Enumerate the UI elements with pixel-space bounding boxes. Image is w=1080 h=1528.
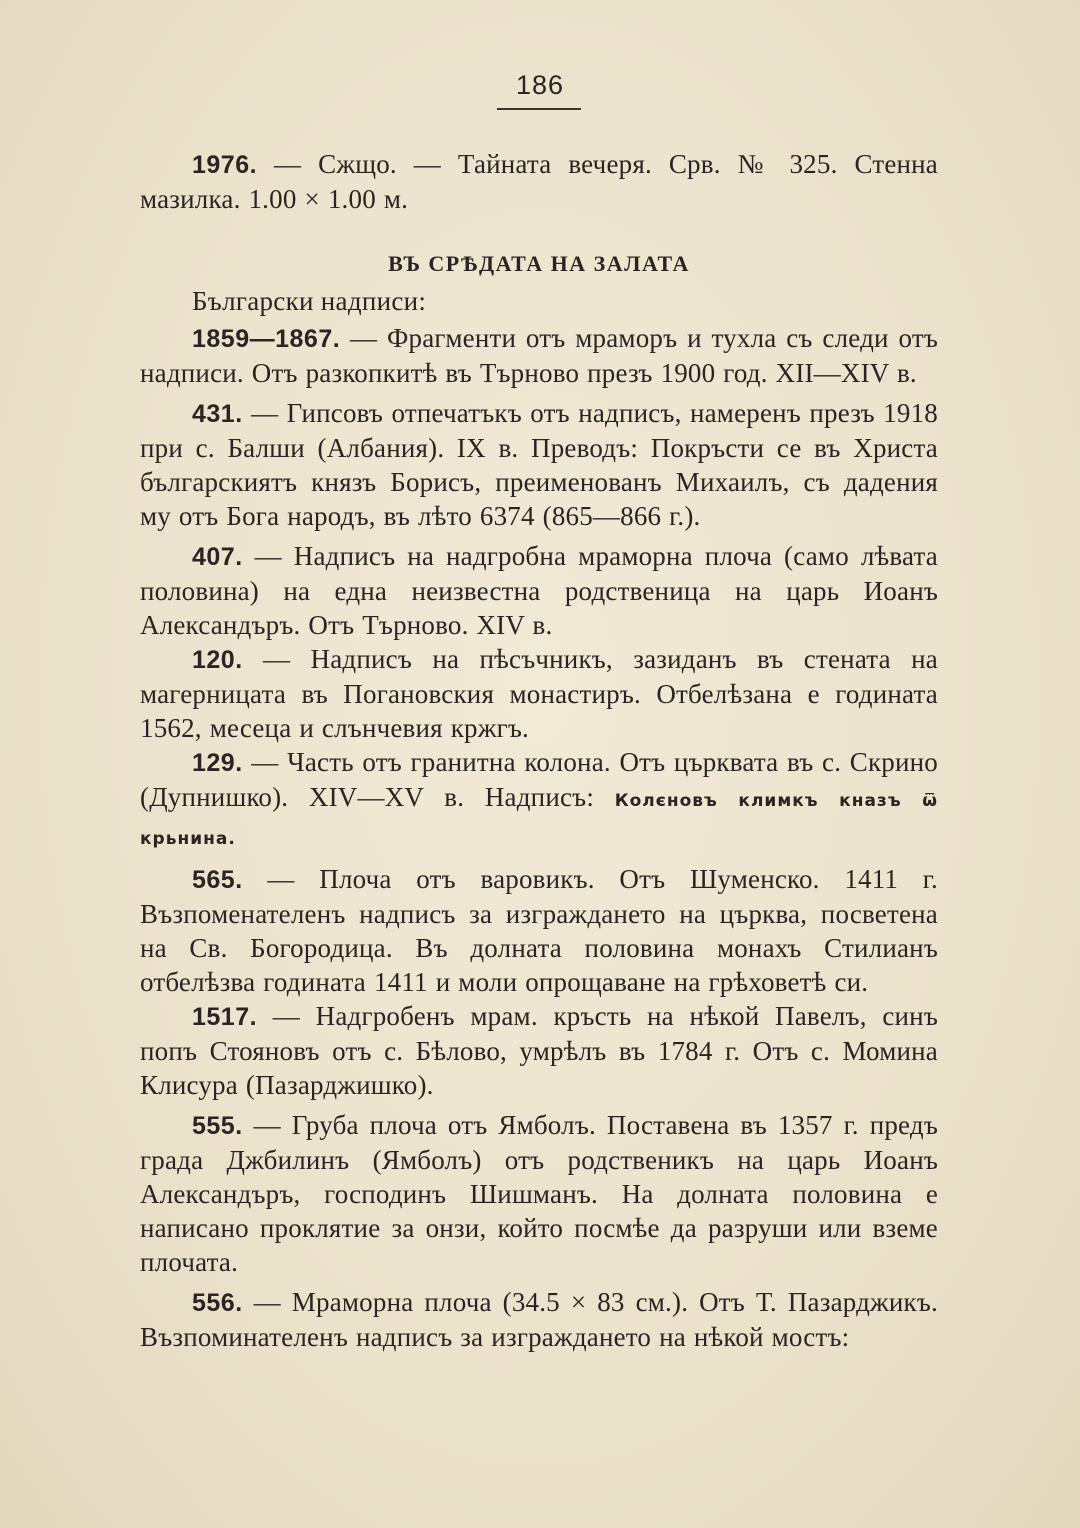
catalog-entry-1859-1867 <box>140 321 938 390</box>
catalog-entry-129 <box>140 745 938 856</box>
entry-number: 565. <box>192 866 243 894</box>
catalog-entry-1517 <box>140 999 938 1102</box>
entry-number: 129. <box>192 749 243 777</box>
entry-number: 431. <box>192 400 243 428</box>
entry-text: — Надписъ на надгробна мраморна плоча (само лѣвата половина) на една неизвестна родственица на царь Иоанъ Александъръ. Отъ Търново. XIV в. <box>140 541 938 640</box>
entry-number: 556. <box>192 1289 243 1317</box>
section-subheading: Български надписи: <box>192 286 427 316</box>
catalog-entry-407 <box>140 539 938 642</box>
catalog-entry-1976 <box>140 147 938 216</box>
catalog-entry-565 <box>140 862 938 999</box>
entry-number: 555. <box>192 1112 243 1140</box>
entry-text: — Плоча отъ варовикъ. Отъ Шуменско. 1411 г. Възпоменателенъ надписъ за изграждането на църква, посветена на Св. Богородица. Въ долната половина монахъ Стилианъ отбелѣзва годината 1411 и моли опрощаване на грѣховетѣ си. <box>140 864 938 997</box>
entry-text: — Надписъ на пѣсъчникъ, зазиданъ въ стената на магерницата въ Погановския монастиръ. Отбелѣзана е годината 1562, месеца и слънчевия кржгъ. <box>140 644 938 743</box>
entry-text: — Мраморна плоча (34.5 × 83 см.). Отъ Т. Пазарджикъ. Възпоминателенъ надписъ за изграждането на нѣкой мостъ: <box>140 1287 938 1352</box>
entry-text: — Надгробенъ мрам. кръсть на нѣкой Павелъ, синъ попъ Стояновъ отъ с. Бѣлово, умрѣлъ въ 1784 г. Отъ с. Момина Клисура (Пазарджишко). <box>140 1001 938 1100</box>
entry-text: — Часть отъ гранитна колона. Отъ църквата въ с. Скрино (Дупнишко). XIV—XV в. Надписъ: <box>140 747 938 812</box>
section-heading: ВЪ СРѢДАТА НА ЗАЛАТА <box>388 251 690 276</box>
page-body <box>140 147 938 1354</box>
entry-text: — Сжщо. — Тайната вечеря. Срв. № 325. Стенна мазилка. 1.00 × 1.00 м. <box>140 149 938 214</box>
catalog-entry-556 <box>140 1285 938 1354</box>
page-number: 186 <box>515 70 565 100</box>
entry-number: 1859—1867. <box>192 325 341 353</box>
entry-number: 1976. <box>192 151 258 179</box>
page-number-underline <box>497 108 581 110</box>
entry-number: 120. <box>192 646 243 674</box>
catalog-entry-431 <box>140 396 938 533</box>
entry-number: 407. <box>192 543 243 571</box>
entry-text: — Груба плоча отъ Ямболъ. Поставена въ 1357 г. предъ града Джбилинъ (Ямболъ) отъ родственикъ на царь Иоанъ Александъръ, господинъ Шишманъ. На долната половина е написано проклятие за онзи, който посмѣе да разруши или вземе плочата. <box>140 1110 938 1277</box>
entry-text: — Фрагменти отъ мраморъ и тухла съ следи отъ надписи. Отъ разкопкитѣ въ Търново презъ 1900 год. XII—XIV в. <box>140 323 938 388</box>
entry-text: — Гипсовъ отпечатъкъ отъ надписъ, намеренъ презъ 1918 при с. Балши (Албания). IX в. Преводъ: Покръсти се въ Христа българскиятъ князъ Борисъ, преименованъ Михаилъ, съ дадения му отъ Бога народъ, въ лѣто 6374 (865—866 г.). <box>140 398 938 531</box>
catalog-entry-120 <box>140 642 938 745</box>
old-bulgarian-inscription: Колєновъ климкъ кназъ ѿ крьнина. <box>140 791 939 849</box>
entry-number: 1517. <box>192 1003 258 1031</box>
catalog-entry-555 <box>140 1108 938 1279</box>
